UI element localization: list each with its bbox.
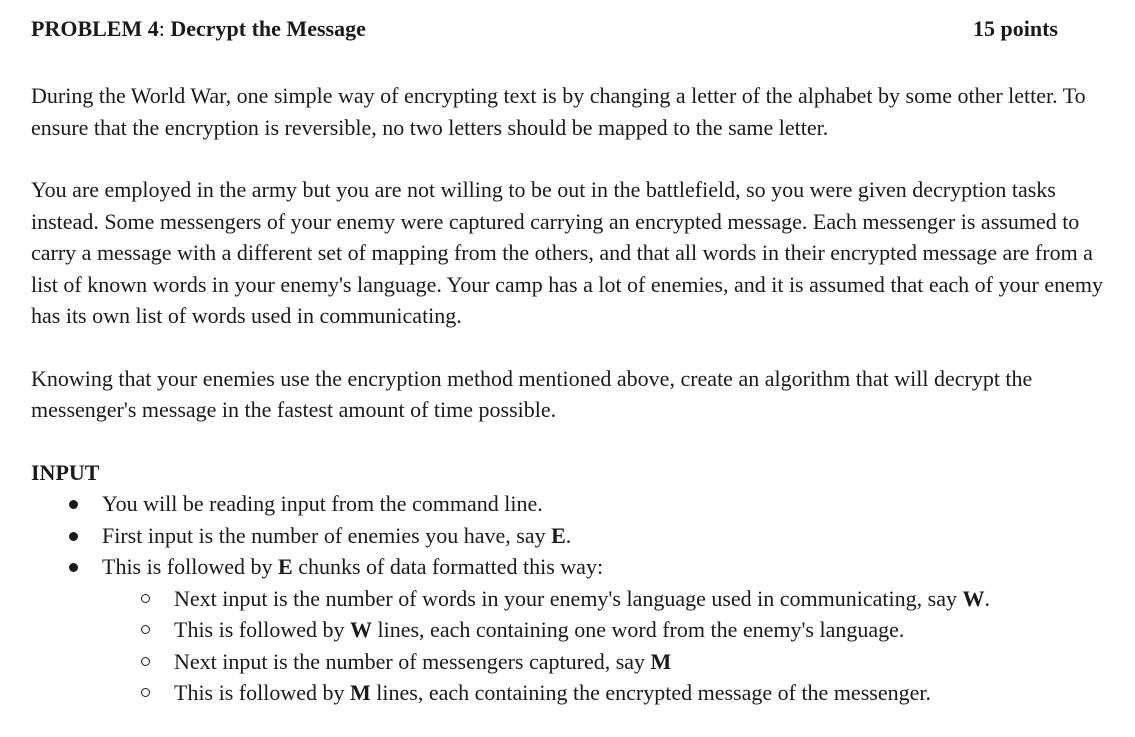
bullet-item <box>31 520 1106 552</box>
input-bullet-list <box>31 488 1106 583</box>
hollow-circle-icon <box>141 594 150 603</box>
bullet-dot-icon <box>69 500 78 509</box>
sub-bullet-item <box>31 677 1106 709</box>
sub-bullet-text-pre: This is followed by <box>174 680 350 705</box>
paragraph-scenario: You are employed in the army but you are not willing to be out in the battlefield, so you were given decryption tasks instead. Some messengers of your enemy were captured carrying an encrypted message. Each messenger is assumed to carry a message with a different set of mapping from the others, and that all words in their encrypted message are from a list of known words in your enemy's language. Your camp has a lot of enemies, and it is assumed that each of your enemy has its own list of words used in communicating. <box>31 177 1103 328</box>
points-label: 15 points <box>973 16 1058 41</box>
bullet-text: You will be reading input from the command line. <box>102 491 543 516</box>
bullet-item <box>31 551 1106 583</box>
bullet-text-post: . <box>565 522 572 548</box>
sub-bullet-variable: W <box>962 585 985 611</box>
document-page <box>31 16 1106 709</box>
title-separator: : <box>158 16 171 41</box>
sub-bullet-text-post: lines, each containing one word from the enemy's language. <box>372 617 905 642</box>
hollow-circle-icon <box>141 657 150 666</box>
input-sub-bullet-list <box>31 583 1106 709</box>
sub-bullet-item <box>31 614 1106 646</box>
bullet-text-pre: This is followed by <box>102 554 278 579</box>
bullet-item <box>31 488 1106 520</box>
sub-bullet-text-pre: Next input is the number of words in your enemy's language used in communicating, say <box>174 585 963 611</box>
sub-bullet-variable: W <box>350 617 372 642</box>
sub-bullet-text-post: lines, each containing the encrypted message of the messenger. <box>370 680 931 705</box>
paragraph-task: Knowing that your enemies use the encryption method mentioned above, create an algorithm that will decrypt the messenger's message in the fastest amount of time possible. <box>31 365 1033 422</box>
paragraph-intro: During the World War, one simple way of encrypting text is by changing a letter of the alphabet by some other letter. To ensure that the encryption is reversible, no two letters should be mapped to the same letter. <box>31 83 1086 140</box>
bullet-variable: E <box>551 522 566 548</box>
bullet-text-post: chunks of data formatted this way: <box>292 554 604 579</box>
problem-label: PROBLEM 4 <box>31 16 159 41</box>
bullet-variable: E <box>278 554 293 579</box>
sub-bullet-variable: M <box>650 648 672 674</box>
input-heading: INPUT <box>31 459 100 485</box>
bullet-dot-icon <box>69 532 78 541</box>
sub-bullet-item <box>31 646 1106 678</box>
hollow-circle-icon <box>141 625 150 634</box>
problem-title <box>31 16 366 42</box>
bullet-text-pre: First input is the number of enemies you have, say <box>102 522 552 548</box>
sub-bullet-variable: M <box>350 680 371 705</box>
problem-name: Decrypt the Message <box>170 16 366 41</box>
sub-bullet-item <box>31 583 1106 615</box>
sub-bullet-text-post: . <box>984 585 990 611</box>
problem-header <box>31 16 1106 50</box>
sub-bullet-text-pre: This is followed by <box>174 617 350 642</box>
hollow-circle-icon <box>141 688 150 697</box>
sub-bullet-text-pre: Next input is the number of messengers captured, say <box>174 648 651 674</box>
bullet-dot-icon <box>69 563 78 572</box>
